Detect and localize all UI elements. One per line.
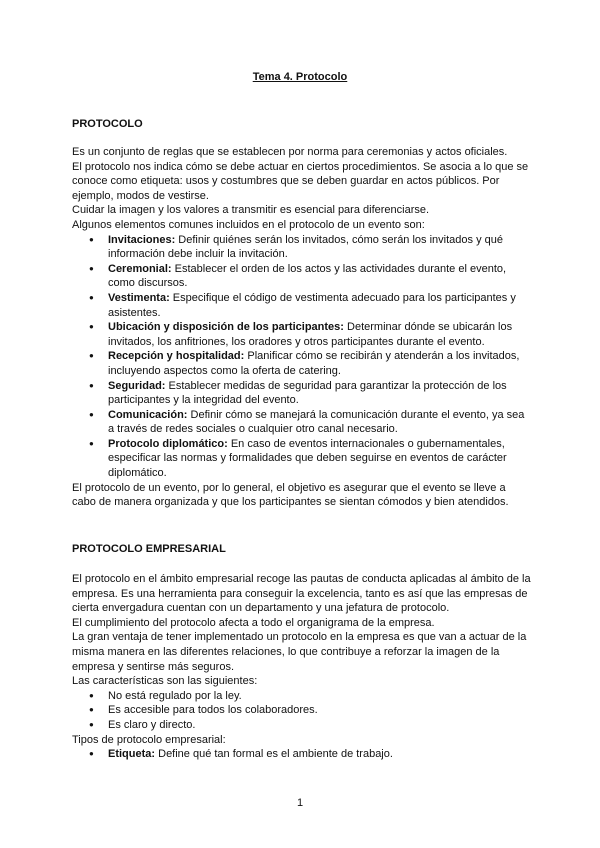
item-text: Planificar cómo se recibirán y atenderán a los invitados, incluyendo aspectos como la oferta de catering.: [108, 350, 520, 377]
document-title: Tema 4. Protocolo: [252, 71, 348, 83]
item-label: Recepción y hospitalidad:: [108, 350, 245, 363]
item-label: Seguridad:: [108, 379, 166, 392]
list-item: [72, 291, 532, 320]
section-body-protocolo: [72, 145, 532, 510]
list-item: ● No está regulado por la ley.: [72, 689, 532, 704]
item-label: Ceremonial:: [108, 262, 172, 275]
paragraph: Las características son las siguientes:: [72, 675, 258, 688]
paragraph: La gran ventaja de tener implementado un protocolo en la empresa es que van a actuar de la misma manera en las diferentes relaciones, lo que contribuye a reforzar la imagen de la empresa y sentirse más seguros.: [72, 631, 527, 673]
list-item: ● Es accesible para todos los colaboradores.: [72, 703, 532, 718]
item-label: Ubicación y disposición de los participantes:: [108, 321, 344, 334]
paragraph: Tipos de protocolo empresarial:: [72, 733, 226, 746]
item-text: Especifique el código de vestimenta adecuado para los participantes y asistentes.: [108, 291, 516, 319]
item-label: Invitaciones:: [108, 233, 176, 246]
item-text: Definir cómo se manejará la comunicación durante el evento, ya sea a través de redes sociales o cualquier otro canal necesario.: [108, 408, 525, 436]
list-item: [72, 320, 532, 349]
protocol-types-list: [72, 747, 532, 762]
item-label: Protocolo diplomático:: [108, 437, 228, 450]
item-label: Etiqueta:: [108, 748, 156, 761]
protocol-elements-list: [72, 233, 532, 481]
list-item: [72, 379, 532, 408]
paragraph: El cumplimiento del protocolo afecta a todo el organigrama de la empresa.: [72, 616, 435, 629]
item-text: Define qué tan formal es el ambiente de trabajo.: [155, 748, 393, 761]
list-item: [72, 408, 532, 437]
item-label: Vestimenta:: [108, 291, 170, 304]
section-heading-protocolo: PROTOCOLO: [72, 118, 143, 130]
paragraph: Algunos elementos comunes incluidos en el protocolo de un evento son:: [72, 218, 425, 231]
list-item: [72, 747, 532, 762]
page-number: 1: [296, 797, 304, 809]
paragraph: El protocolo de un evento, por lo general, el objetivo es asegurar que el evento se lleve a cabo de manera organizada y que los participantes se sientan cómodos y bien atendidos.: [72, 481, 509, 509]
item-text: Establecer el orden de los actos y las actividades durante el evento, como discursos.: [108, 262, 507, 290]
paragraph: Cuidar la imagen y los valores a transmitir es esencial para diferenciarse.: [72, 204, 430, 217]
item-text: Determinar dónde se ubicarán los invitados, los anfitriones, los oradores y otros participantes durante el evento.: [108, 321, 513, 348]
paragraph: Es un conjunto de reglas que se establecen por norma para ceremonias y actos oficiales.: [72, 146, 508, 158]
list-item: [72, 349, 532, 378]
section-heading-protocolo-empresarial: PROTOCOLO EMPRESARIAL: [72, 543, 226, 555]
list-item: [72, 437, 532, 481]
item-text: En caso de eventos internacionales o gubernamentales, especificar las normas y formalidades que deben seguirse en eventos de carácter diplomático.: [108, 437, 507, 480]
item-text: Establecer medidas de seguridad para garantizar la protección de los participantes y la integridad del evento.: [108, 379, 507, 407]
list-item: [72, 262, 532, 291]
section-body-protocolo-empresarial: [72, 572, 532, 762]
item-label: Comunicación:: [108, 408, 188, 421]
characteristics-list: [72, 689, 532, 733]
list-item: ● Es claro y directo.: [72, 718, 532, 733]
paragraph: El protocolo nos indica cómo se debe actuar en ciertos procedimientos. Se asocia a lo que se conoce como etiqueta: usos y costumbres que se deben guardar en actos públicos. Por ejemplo, modos de vestirse.: [72, 160, 529, 202]
paragraph: El protocolo en el ámbito empresarial recoge las pautas de conducta aplicadas al ámbito de la empresa. Es una herramienta para conseguir la excelencia, tanto es así que las empresas de cierta envergadura cuentan con un departamento y una jefatura de protocolo.: [72, 573, 531, 615]
item-text: Definir quiénes serán los invitados, cómo serán los invitados y qué información debe incluir la invitación.: [108, 233, 503, 261]
list-item: [72, 233, 532, 262]
